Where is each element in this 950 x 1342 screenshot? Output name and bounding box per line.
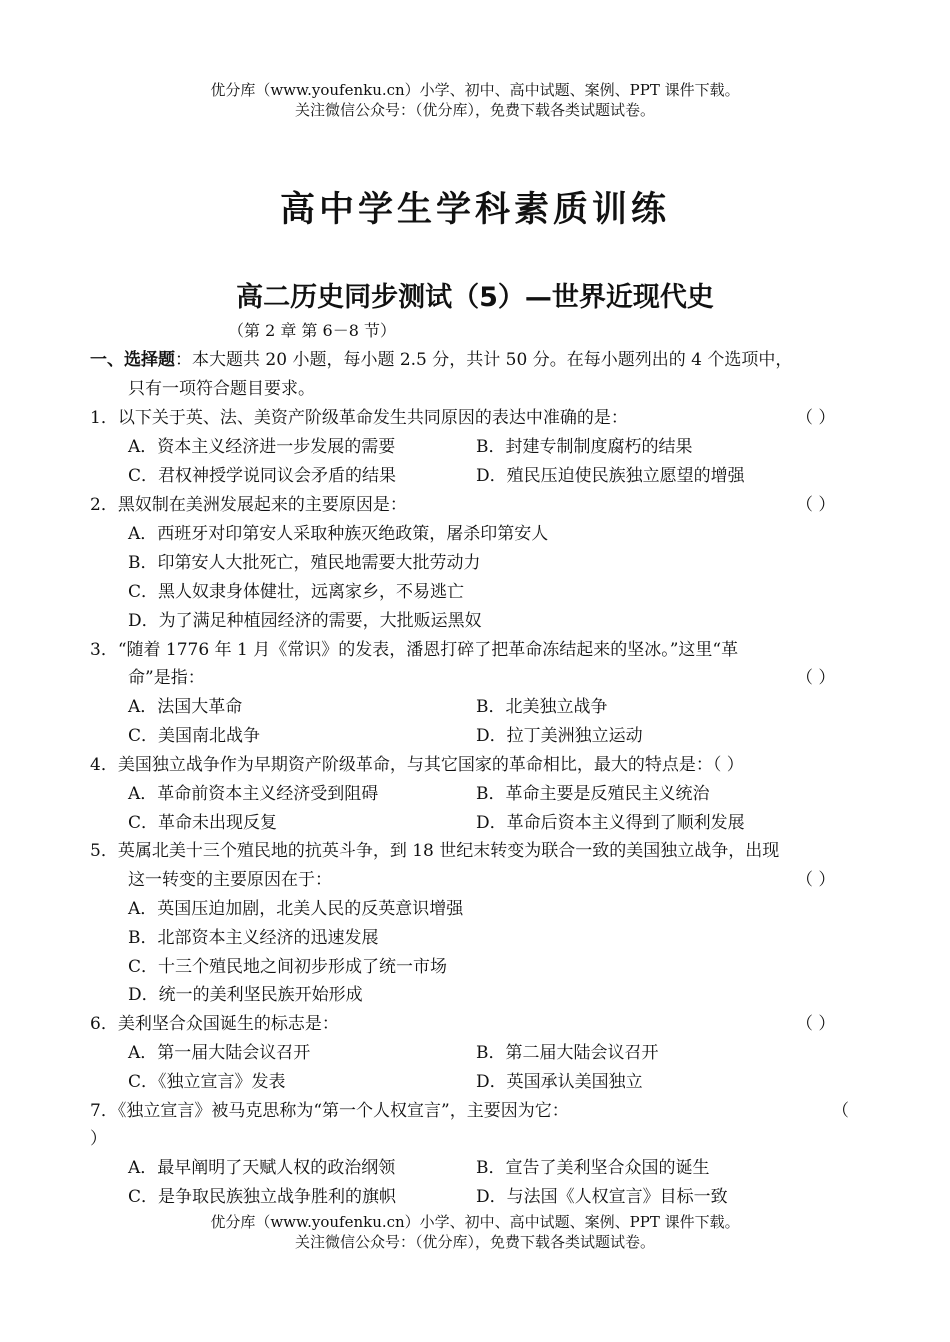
answer-blank-1[interactable]: （ ） bbox=[796, 408, 836, 428]
option-3a: A．法国大革命 bbox=[128, 697, 243, 717]
question-text: “随着 1776 年 1 月《常识》的发表，潘恩打碎了把革命冻结起来的坚冰。”这里“革 bbox=[117, 640, 739, 660]
option-6c: C．《独立宣言》发表 bbox=[128, 1072, 286, 1092]
question-text: 以下关于英、法、美资产阶级革命发生共同原因的表达中准确的是： bbox=[117, 408, 628, 428]
answer-blank-7-close: ） bbox=[90, 1129, 107, 1149]
main-title: 高中学生学科素质训练 bbox=[279, 190, 670, 230]
option-2d: D．为了满足种植园经济的需要，大批贩运黑奴 bbox=[128, 611, 482, 631]
question-number: 3． bbox=[90, 640, 118, 660]
question-3 bbox=[90, 635, 738, 660]
answer-blank-5[interactable]: （ ） bbox=[796, 870, 836, 890]
option-7a: A．最早阐明了天赋人权的政治纲领 bbox=[128, 1158, 396, 1178]
answer-blank-6[interactable]: （ ） bbox=[796, 1014, 836, 1034]
section-desc-2: 只有一项符合题目要求。 bbox=[128, 379, 315, 399]
option-7c: C．是争取民族独立战争胜利的旗帜 bbox=[128, 1187, 397, 1207]
question-number: 6． bbox=[90, 1014, 118, 1034]
question-2 bbox=[90, 490, 407, 515]
option-4a: A．革命前资本主义经济受到阻碍 bbox=[128, 784, 379, 804]
option-3b: B．北美独立战争 bbox=[476, 697, 608, 717]
footer-line-2: 关注微信公众号：（优分库），免费下载各类试题试卷。 bbox=[294, 1233, 655, 1251]
option-1c: C．君权神授学说同议会矛盾的结果 bbox=[128, 466, 397, 486]
answer-blank-7-open[interactable]: （ bbox=[832, 1101, 849, 1121]
question-number: 5． bbox=[90, 841, 118, 861]
sub-title: 高二历史同步测试（5）—世界近现代史 bbox=[236, 282, 714, 313]
section-desc-1: ：本大题共 20 小题，每小题 2.5 分，共计 50 分。在每小题列出的 4 个选项中， bbox=[175, 350, 793, 370]
question-7 bbox=[90, 1096, 569, 1121]
option-5c: C．十三个殖民地之间初步形成了统一市场 bbox=[128, 957, 448, 977]
option-4b: B．革命主要是反殖民主义统治 bbox=[476, 784, 710, 804]
option-3c: C．美国南北战争 bbox=[128, 726, 261, 746]
option-1d: D．殖民压迫使民族独立愿望的增强 bbox=[476, 466, 745, 486]
answer-blank-2[interactable]: （ ） bbox=[796, 495, 836, 515]
option-4d: D．革命后资本主义得到了顺利发展 bbox=[476, 813, 745, 833]
chapter-range: （第 2 章 第 6－8 节） bbox=[228, 321, 396, 340]
question-number: 4． bbox=[90, 755, 118, 775]
option-5d: D．统一的美利坚民族开始形成 bbox=[128, 985, 363, 1005]
option-7b: B．宣告了美利坚合众国的诞生 bbox=[476, 1158, 710, 1178]
option-4c: C．革命未出现反复 bbox=[128, 813, 278, 833]
option-2c: C．黑人奴隶身体健壮，远离家乡，不易逃亡 bbox=[128, 582, 465, 602]
question-number: 2． bbox=[90, 495, 118, 515]
option-5b: B．北部资本主义经济的迅速发展 bbox=[128, 928, 379, 948]
option-2a: A．西班牙对印第安人采取种族灭绝政策，屠杀印第安人 bbox=[128, 524, 549, 544]
question-text: 黑奴制在美洲发展起来的主要原因是： bbox=[117, 495, 407, 515]
header-line-1: 优分库（www.youfenku.cn）小学、初中、高中试题、案例、PPT 课件下载。 bbox=[210, 81, 740, 99]
question-text: 美利坚合众国诞生的标志是： bbox=[117, 1014, 339, 1034]
footer bbox=[0, 1212, 950, 1252]
footer-line-1: 优分库（www.youfenku.cn）小学、初中、高中试题、案例、PPT 课件下载。 bbox=[210, 1213, 740, 1231]
option-5a: A．英国压迫加剧，北美人民的反英意识增强 bbox=[128, 899, 464, 919]
option-6b: B．第二届大陆会议召开 bbox=[476, 1043, 659, 1063]
question-number: 1． bbox=[90, 408, 118, 428]
option-1b: B．封建专制制度腐朽的结果 bbox=[476, 437, 693, 457]
option-3d: D．拉丁美洲独立运动 bbox=[476, 726, 643, 746]
question-3-cont: 命”是指： bbox=[128, 668, 205, 688]
question-4 bbox=[90, 750, 744, 775]
question-5 bbox=[90, 836, 779, 861]
option-2b: B．印第安人大批死亡，殖民地需要大批劳动力 bbox=[128, 553, 481, 573]
header-top bbox=[0, 80, 950, 120]
answer-blank-3[interactable]: （ ） bbox=[796, 668, 836, 688]
option-6d: D．英国承认美国独立 bbox=[476, 1072, 643, 1092]
question-number: 7． bbox=[90, 1101, 118, 1121]
question-6 bbox=[90, 1009, 339, 1034]
question-1 bbox=[90, 403, 628, 428]
section-heading bbox=[90, 345, 792, 370]
question-text: 《独立宣言》被马克思称为“第一个人权宣言”，主要因为它： bbox=[117, 1101, 569, 1121]
question-5-cont: 这一转变的主要原因在于： bbox=[128, 870, 332, 890]
header-line-2: 关注微信公众号：（优分库），免费下载各类试题试卷。 bbox=[294, 101, 655, 119]
question-text: 美国独立战争作为早期资产阶级革命，与其它国家的革命相比，最大的特点是：（ ） bbox=[117, 755, 744, 775]
option-6a: A．第一届大陆会议召开 bbox=[128, 1043, 311, 1063]
option-7d: D．与法国《人权宣言》目标一致 bbox=[476, 1187, 728, 1207]
option-1a: A．资本主义经济进一步发展的需要 bbox=[128, 437, 396, 457]
question-text: 英属北美十三个殖民地的抗英斗争，到 18 世纪末转变为联合一致的美国独立战争，出现 bbox=[117, 841, 780, 861]
section-label: 一、选择题 bbox=[90, 350, 175, 370]
